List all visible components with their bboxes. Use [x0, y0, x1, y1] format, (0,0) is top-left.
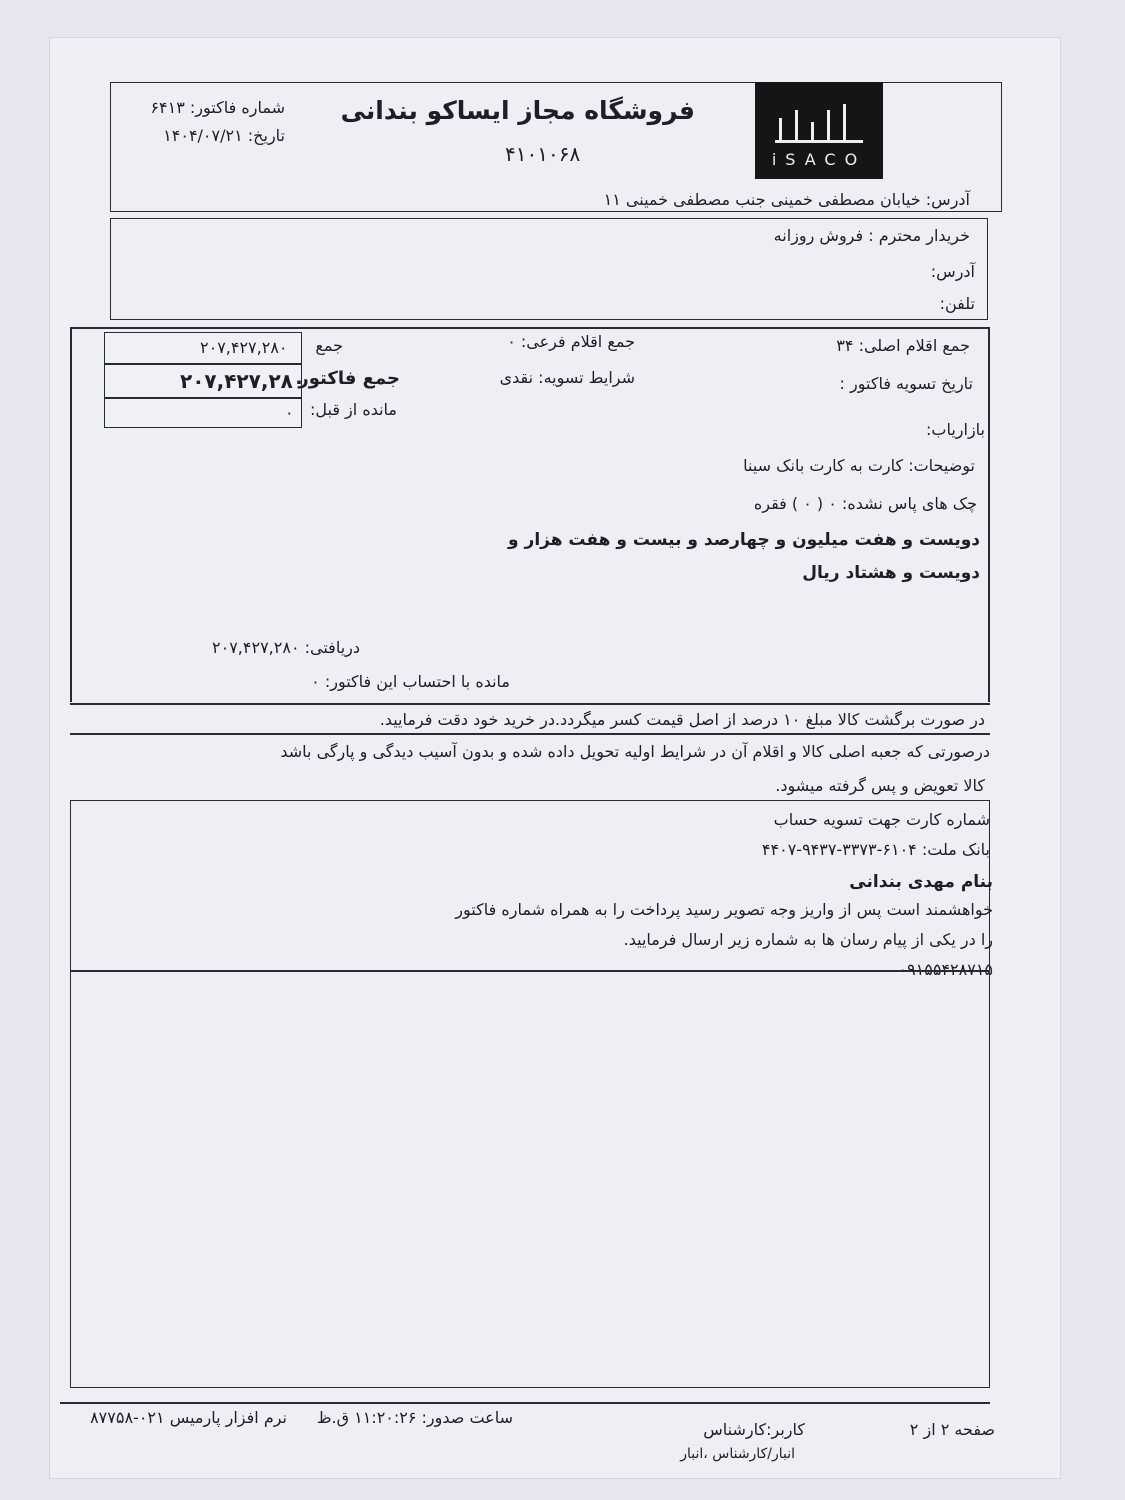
uncashed-checks: چک های پاس نشده: ۰ ( ۰ ) فقره — [753, 494, 977, 513]
issue-time: ساعت صدور: ۱۱:۲۰:۲۶ ق.ظ — [316, 1408, 513, 1427]
exchange-policy-line2: کالا تعویض و پس گرفته میشود. — [775, 776, 985, 795]
settlement-terms: شرایط تسویه: نقدی — [499, 368, 635, 387]
sub-items-total: جمع اقلام فرعی: ۰ — [507, 332, 635, 351]
exchange-policy-line1: درصورتی که جعبه اصلی کالا و اقلام آن در شرایط اولیه تحویل داده شده و بدون آسیب دیدگی و پارگی باشد — [280, 742, 990, 761]
sum-label: جمع — [315, 336, 343, 355]
description: توضیحات: کارت به کارت بانک سینا — [743, 456, 975, 475]
prev-balance-cell — [104, 398, 302, 428]
marketer: بازاریاب: — [925, 420, 985, 439]
summary-right-border — [988, 327, 990, 702]
buyer-name: خریدار محترم : فروش روزانه — [773, 226, 970, 245]
invoice-number: شماره فاکتور: ۶۴۱۳ — [150, 98, 285, 117]
store-name: فروشگاه مجاز ایساکو بندانی — [340, 96, 695, 125]
prev-balance-label: مانده از قبل: — [309, 400, 397, 419]
warehouse-info: انبار/کارشناس ،انبار — [680, 1446, 795, 1462]
logo-mark-icon — [775, 100, 863, 143]
isaco-logo — [755, 82, 883, 179]
store-code: ۴۱۰۱۰۶۸ — [505, 142, 581, 166]
store-address: آدرس: خیابان مصطفی خمینی جنب مصطفی خمینی ۱۱ — [603, 190, 970, 209]
summary-top-line — [70, 327, 990, 329]
remaining-balance: مانده با احتساب این فاکتور: ۰ — [311, 672, 510, 691]
invoice-total-label: جمع فاکتور — [298, 368, 400, 389]
receipt-request-line1: خواهشمند است پس از واریز وجه تصویر رسید پرداخت را به همراه شماره فاکتور — [455, 900, 993, 919]
card-title: شماره کارت جهت تسویه حساب — [773, 810, 990, 829]
invoice-date: تاریخ: ۱۴۰۴/۰۷/۲۱ — [163, 126, 285, 145]
main-items-total: جمع اقلام اصلی: ۳۴ — [836, 336, 970, 355]
prev-balance-value: ۰ — [285, 403, 294, 422]
invoice-total-value: ۲۰۷,۴۲۷,۲۸۰ — [180, 369, 306, 393]
buyer-phone-label: تلفن: — [939, 294, 975, 313]
buyer-address-label: آدرس: — [930, 262, 975, 281]
software-info: نرم افزار پارمیس ۰۲۱-۸۷۷۵۸ — [90, 1408, 287, 1427]
sum-value: ۲۰۷,۴۲۷,۲۸۰ — [200, 338, 288, 357]
bank-card-number: بانک ملت: ۶۱۰۴-۳۳۷۳-۹۴۳۷-۴۴۰۷ — [761, 840, 990, 859]
settlement-date: تاریخ تسویه فاکتور : — [839, 374, 973, 393]
terms-top-line — [70, 703, 990, 705]
terms-mid-line — [70, 733, 990, 735]
receipt-request-line2: را در یکی از پیام رسان ها به شماره زیر ارسال فرمایید. — [623, 930, 993, 949]
return-policy: در صورت برگشت کالا مبلغ ۱۰ درصد از اصل قیمت کسر میگردد.در خرید خود دقت فرمایید. — [379, 710, 985, 729]
card-holder: بنام مهدی بندانی — [849, 872, 993, 892]
invoice-total-cell — [104, 364, 306, 398]
summary-left-border — [70, 327, 72, 702]
footer-line — [60, 1402, 990, 1404]
amount-in-words-line2: دویست و هشتاد ریال — [802, 563, 980, 583]
notes-box — [70, 970, 990, 1388]
sum-cell — [104, 332, 302, 364]
received-amount: دریافتی: ۲۰۷,۴۲۷,۲۸۰ — [212, 638, 360, 657]
page-number: صفحه ۲ از ۲ — [909, 1420, 995, 1439]
amount-in-words-line1: دویست و هفت میلیون و چهارصد و بیست و هفت هزار و — [508, 530, 980, 550]
contact-phone: ۰۹۱۵۵۴۲۸۷۱۵ — [898, 960, 993, 979]
user-info: کاربر:کارشناس — [703, 1420, 805, 1439]
logo-text: iSACO — [771, 150, 867, 169]
